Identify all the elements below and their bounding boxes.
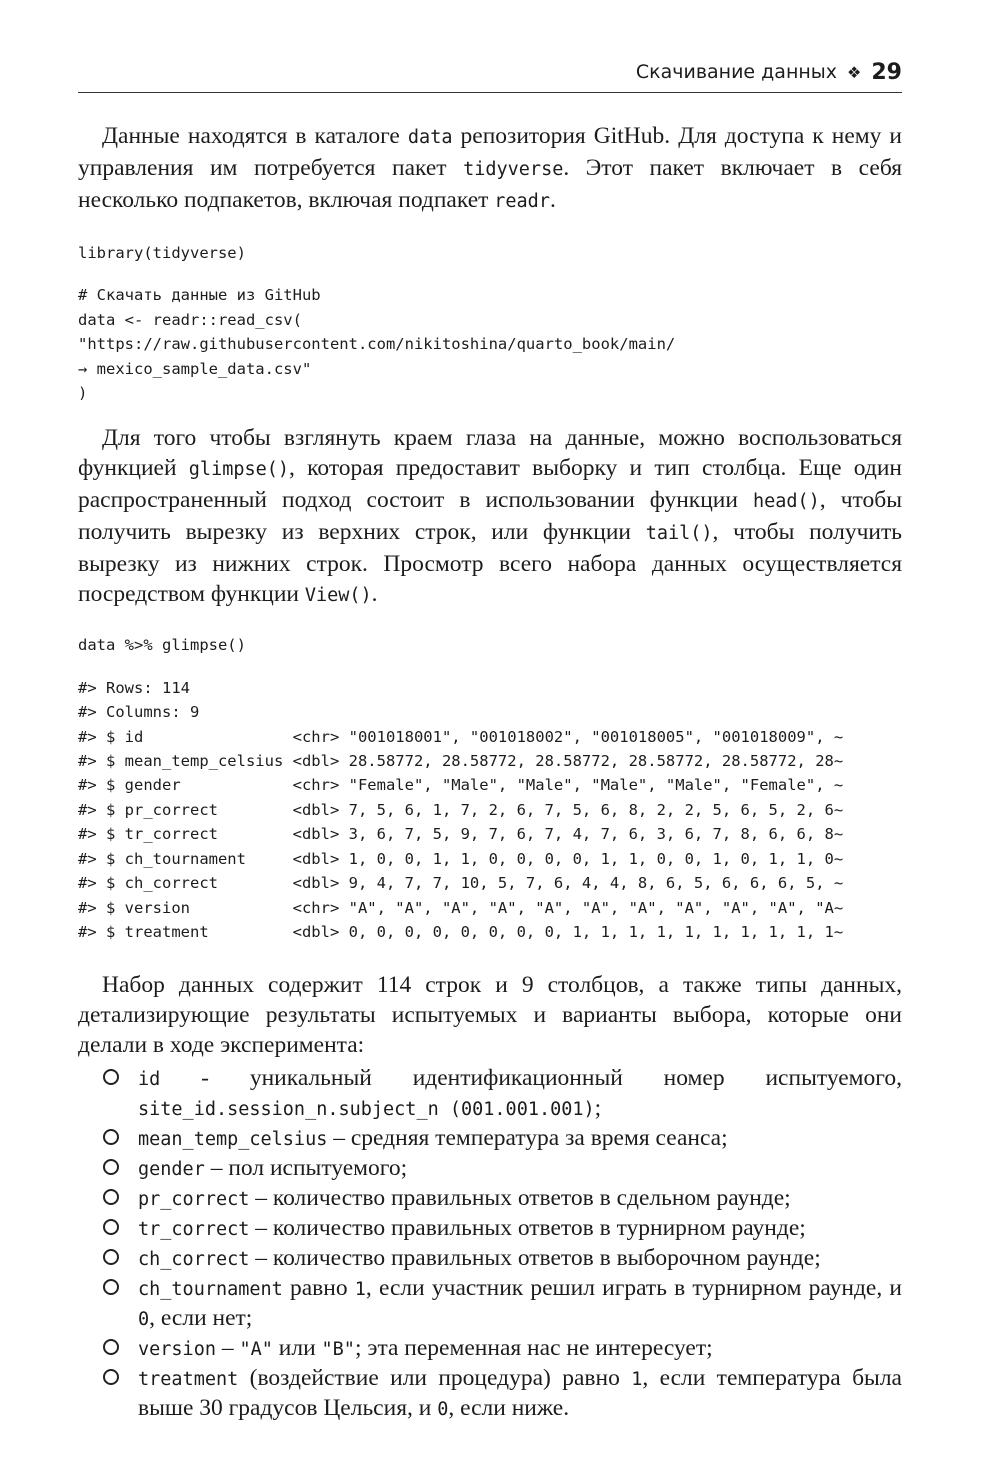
circle-bullet-icon — [103, 1279, 119, 1295]
list-item: treatment (воздействие или процедура) равно 1, если температура была выше 30 градусов Цельсия, и 0, если ниже. — [78, 1364, 902, 1424]
output-line: #> $ gender <chr> "Female", "Male", "Male", "Male", "Male", "Female", ~ — [78, 776, 844, 795]
list-item: ch_correct – количество правильных ответов в выборочном раунде; — [78, 1244, 902, 1274]
ornament-icon: ❖ — [847, 62, 862, 82]
output-line: #> $ id <chr> "001018001", "001018002", "001018005", "001018009", ~ — [78, 727, 844, 746]
intro-paragraph: Данные находятся в каталоге data репозитория GitHub. Для доступа к нему и управления им потребуется пакет tidyverse. Этот пакет включает в себя несколько подпакетов, включая подпакет readr. — [78, 123, 903, 213]
code-line: ) — [78, 384, 88, 403]
circle-bullet-icon — [103, 1249, 119, 1265]
inline-code: tail() — [645, 523, 713, 545]
list-item: id - уникальный идентификационный номер испытуемого, site_id.session_n.subject_n (001.001.001); — [78, 1064, 902, 1124]
circle-bullet-icon — [103, 1189, 119, 1205]
list-item: pr_correct – количество правильных ответов в сдельном раунде; — [78, 1184, 902, 1214]
code-line: "https://raw.githubusercontent.com/nikitoshina/quarto_book/main/ — [78, 335, 676, 354]
output-line: #> Columns: 9 — [78, 703, 200, 722]
output-line: #> $ pr_correct <dbl> 7, 5, 6, 1, 7, 2, 6, 7, 5, 6, 8, 2, 2, 5, 6, 5, 2, 6~ — [78, 800, 844, 819]
circle-bullet-icon — [103, 1129, 119, 1145]
output-line: #> $ version <chr> "A", "A", "A", "A", "A", "A", "A", "A", "A", "A", "A~ — [78, 898, 844, 917]
section-title: Скачивание данных — [635, 61, 838, 83]
book-page — [78, 52, 902, 1424]
circle-bullet-icon — [103, 1369, 119, 1385]
list-item: ch_tournament равно 1, если участник решил играть в турнирном раунде, и 0, если нет; — [78, 1274, 902, 1334]
page-number: 29 — [871, 59, 902, 85]
inline-code: View() — [304, 585, 372, 607]
list-item: tr_correct – количество правильных ответов в турнирном раунде; — [78, 1214, 902, 1244]
output-line: #> $ ch_tournament <dbl> 1, 0, 0, 1, 1, 0, 0, 0, 0, 1, 1, 0, 0, 1, 0, 1, 1, 0~ — [78, 849, 844, 868]
code-glimpse: data %>% glimpse() — [78, 636, 246, 655]
list-item: gender – пол испытуемого; — [78, 1154, 902, 1184]
output-line: #> $ ch_correct <dbl> 9, 4, 7, 7, 10, 5, 7, 6, 4, 4, 8, 6, 5, 6, 6, 6, 5, ~ — [78, 874, 844, 893]
output-line: #> $ tr_correct <dbl> 3, 6, 7, 5, 9, 7, 6, 7, 4, 7, 6, 3, 6, 7, 8, 6, 6, 8~ — [78, 825, 844, 844]
running-header — [78, 52, 902, 93]
inline-code: readr — [494, 191, 550, 212]
output-line: #> $ mean_temp_celsius <dbl> 28.58772, 28.58772, 28.58772, 28.58772, 28.58772, 28~ — [78, 752, 844, 771]
summary-paragraph: Набор данных содержит 114 строк и 9 столбцов, а также типы данных, детализирующие результаты испытуемых и варианты выбора, которые они делали в ходе эксперимента: — [78, 972, 902, 1059]
code-download — [78, 283, 902, 405]
code-library: library(tidyverse) — [78, 244, 246, 262]
circle-bullet-icon — [103, 1219, 119, 1235]
list-item: version – "A" или "B"; эта переменная нас не интересует; — [78, 1334, 902, 1364]
code-line: data <- readr::read_csv( — [78, 310, 302, 329]
code-line: # Скачать данные из GitHub — [78, 286, 321, 305]
circle-bullet-icon — [103, 1339, 119, 1355]
circle-bullet-icon — [103, 1069, 119, 1085]
inline-code: tidyverse — [463, 159, 564, 180]
glimpse-output — [78, 676, 902, 944]
circle-bullet-icon — [103, 1159, 119, 1175]
inline-code: glimpse() — [188, 459, 290, 481]
code-line: → mexico_sample_data.csv" — [78, 359, 312, 378]
inline-code: data — [407, 127, 453, 148]
glimpse-paragraph: Для того чтобы взглянуть краем глаза на данные, можно воспользоваться функцией glimpse(), которая предоставит выборку и тип столбца. Еще один распространенный подход состоит в использовании функции head(), чтобы получить вырезку из верхних строк, или функции tail(), чтобы получить вырезку из нижних строк. Просмотр всего набора данных осуществляется посредством функции View(). — [78, 425, 902, 608]
list-item: mean_temp_celsius – средняя температура за время сеанса; — [78, 1124, 902, 1154]
variable-list — [78, 1064, 902, 1424]
output-line: #> $ treatment <dbl> 0, 0, 0, 0, 0, 0, 0, 0, 1, 1, 1, 1, 1, 1, 1, 1, 1, 1~ — [78, 922, 844, 941]
output-line: #> Rows: 114 — [78, 678, 190, 697]
inline-code: head() — [752, 491, 820, 513]
